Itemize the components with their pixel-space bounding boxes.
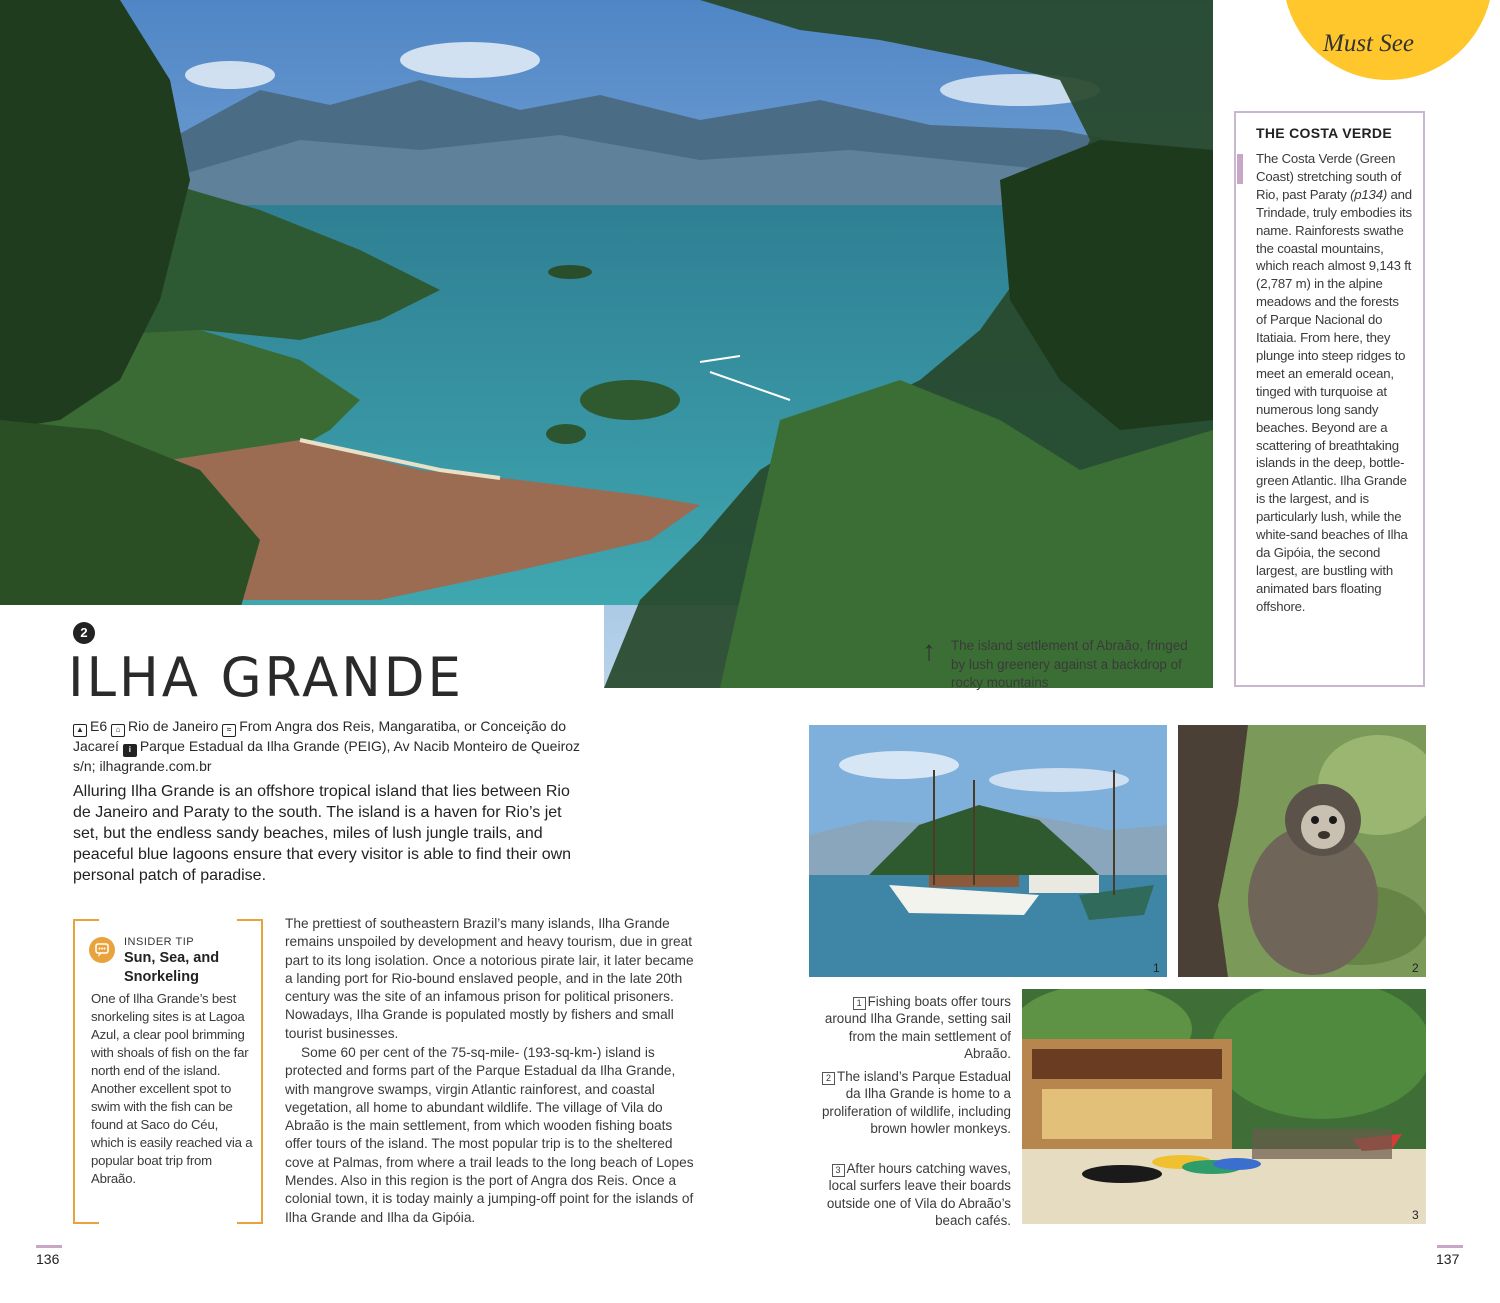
photo-beach-cafes — [1022, 989, 1426, 1224]
hero-caption: The island settlement of Abraão, fringed by lush greenery against a backdrop of rocky mountains — [951, 638, 1188, 690]
sidebar-page-reference: (p134) — [1350, 186, 1388, 202]
photo-caption-3 — [821, 1160, 1011, 1230]
address: Rio de Janeiro — [128, 718, 219, 734]
body-paragraph-2: Some 60 per cent of the 75-sq-mile- (193-sq-km-) island is protected and forms part of the Parque Estadual da Ilha Grande, with mangrove swamps, virgin Atlantic rainforest, and coastal vegetation, all home to abundant wildlife. The village of Vila do Abraão is the main settlement, from which wooden fishing boats offer tours of the island. The most popular trip is to the sheltered cove at Palmas, from where a trail leads to the long beach of Lopes Mendes. Also in this region is the port of Angra dos Reis. Once a colonial town, it is today mainly a jumping-off point for the islands of Ilha Grande and Ilha da Gipóia. — [285, 1045, 694, 1225]
speech-bubble-icon — [89, 937, 115, 963]
ferry-info: From Angra dos Reis, Mangaratiba, or Conceição do Jacareí — [73, 718, 567, 754]
hero-photo — [0, 0, 1213, 688]
photo-number-2: 2 — [1412, 961, 1419, 975]
caption-number-3: 3 — [832, 1164, 845, 1177]
ferry-icon: ≈ — [222, 724, 236, 737]
grid-reference: E6 — [90, 718, 108, 734]
info-icon: i — [123, 744, 137, 757]
sidebar-body-a: The Costa Verde (Green Coast) stretching south of Rio, past Paraty — [1256, 151, 1402, 202]
must-see-label: Must See — [1323, 30, 1414, 57]
photo-monkey — [1178, 725, 1426, 977]
caption-text-2: The island’s Parque Estadual da Ilha Grande is home to a proliferation of wildlife, including brown howler monkeys. — [821, 1069, 1011, 1137]
map-grid-icon: ▲ — [73, 724, 87, 737]
caption-number-1: 1 — [853, 997, 866, 1010]
photo-caption-1 — [821, 993, 1011, 1063]
photo-caption-2 — [821, 1068, 1011, 1138]
caption-number-2: 2 — [822, 1072, 835, 1085]
practical-info — [73, 717, 583, 776]
address-icon: ⌂ — [111, 724, 125, 737]
insider-tip-title: Sun, Sea, and Snorkeling — [124, 950, 220, 985]
insider-tip-body: One of Ilha Grande’s best snorkeling sites is at Lagoa Azul, a clear pool brimming with shoals of fish on the far north end of the island. Another excellent spot to swim with the fish can be found at Saco do Céu, which is easily reached via a popular boat trip from Abraão. — [91, 991, 253, 1186]
folio-bar-left — [36, 1245, 62, 1248]
caption-text-3: After hours catching waves, local surfers leave their boards outside one of Vila do Abraão’s beach cafés. — [826, 1161, 1011, 1229]
sidebar-body-b: and Trindade, truly embodies its name. Rainforests swathe the coastal mountains, which reach almost 9,143 ft (2,787 m) in the alpine meadows and the forests of Parque Nacional do Itatiaia. From here, they plunge into steep ridges to meet an emerald ocean, tinged with turquoise at numerous long sandy beaches. Beyond are a scattering of breathtaking islands in the deep, bottle-green Atlantic. Ilha Grande is the largest, and is particularly lush, while the white-sand beaches of Ilha da Gipóia, the second largest, are bustling with animated bars floating offshore. — [1256, 186, 1412, 614]
page-number-left: 136 — [36, 1251, 60, 1267]
photo-number-1: 1 — [1153, 961, 1160, 975]
caption-text-1: Fishing boats offer tours around Ilha Grande, setting sail from the main settlement of Abraão. — [824, 994, 1011, 1062]
up-arrow-icon: ↑ — [922, 635, 936, 666]
page-number-right: 137 — [1436, 1251, 1460, 1267]
visitor-info: Parque Estadual da Ilha Grande (PEIG), Av Nacib Monteiro de Queiroz s/n; ilhagrande.com.br — [73, 738, 581, 774]
sidebar-accent-bar — [1237, 154, 1243, 184]
folio-bar-right — [1437, 1245, 1463, 1248]
page-title: ILHA GRANDE — [68, 646, 464, 709]
sidebar-title: THE COSTA VERDE — [1256, 125, 1392, 141]
photo-number-3: 3 — [1412, 1208, 1419, 1222]
insider-tip-kicker: INSIDER TIP — [124, 936, 195, 948]
body-paragraph-1: The prettiest of southeastern Brazil’s many islands, Ilha Grande remains unspoiled by development and heavy tourism, due in great part to its long isolation. Once a notorious pirate lair, it later became a landing port for Rio-bound enslaved people, and in the late 20th century was the site of an infamous prison for political prisoners. Nowadays, Ilha Grande is populated mostly by fishers and small tourist businesses. — [285, 916, 694, 1041]
intro-paragraph: Alluring Ilha Grande is an offshore tropical island that lies between Rio de Janeiro and Paraty to the south. The island is a haven for Rio’s jet set, but the endless sandy beaches, miles of lush jungle trails, and peaceful blue lagoons ensure that every visitor is able to find their own personal patch of paradise. — [73, 783, 572, 884]
sidebar-body — [1256, 150, 1412, 616]
entry-number-badge: 2 — [73, 622, 95, 644]
photo-boats — [809, 725, 1167, 977]
